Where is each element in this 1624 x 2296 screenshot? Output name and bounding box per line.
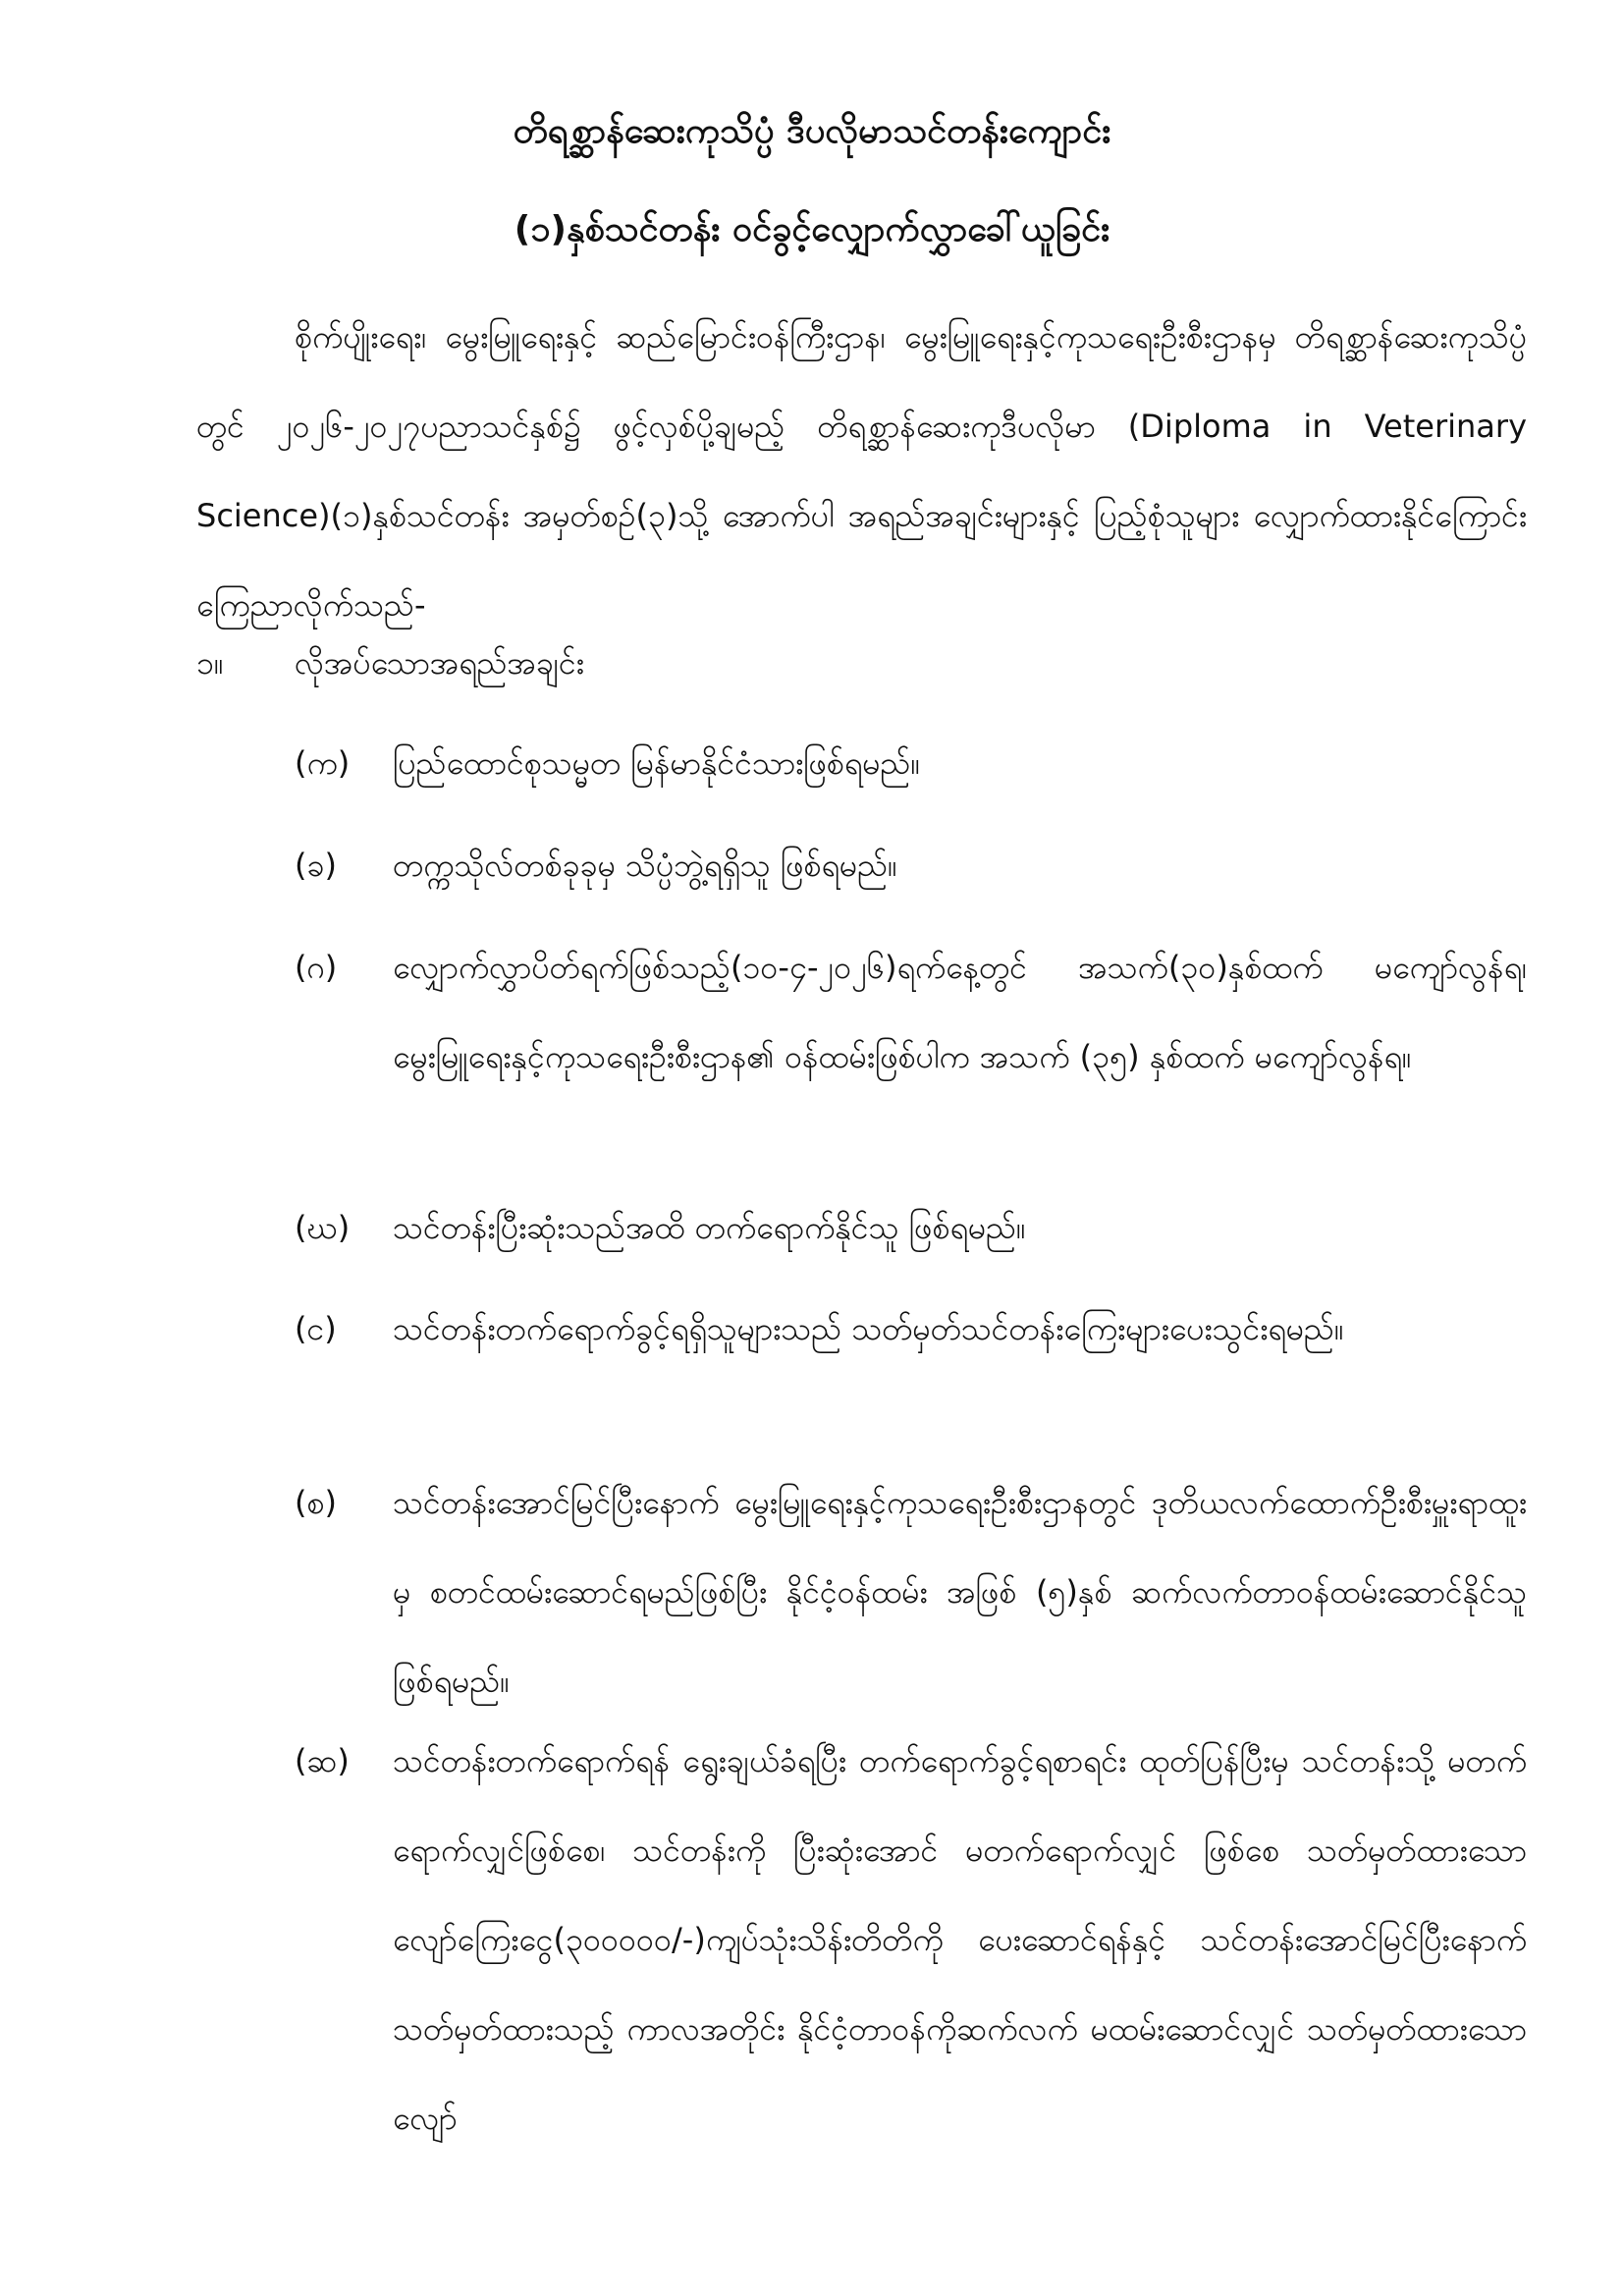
requirement-text: ပြည်ထောင်စုသမ္မတ မြန်မာနိုင်ငံသားဖြစ်ရမည်။ bbox=[393, 744, 921, 782]
requirement-marker: (က) bbox=[295, 744, 351, 782]
section-heading bbox=[196, 619, 584, 708]
requirement-text: တက္ကသိုလ်တစ်ခုခုမှ သိပ္ပံဘွဲ့ရရှိသူ ဖြစ်ရမည်။ bbox=[393, 847, 897, 884]
requirement-item bbox=[295, 719, 1527, 808]
requirement-item bbox=[295, 1285, 1527, 1374]
requirement-text: သင်တန်းအောင်မြင်ပြီးနောက် မွေးမြူရေးနှင့်ကုသရေးဦးစီးဌာနတွင် ဒုတိယလက်ထောက်ဦးစီးမှူးရာထူးမှ စတင်ထမ်းဆောင်ရမည်ဖြစ်ပြီး နိုင်ငံ့ဝန်ထမ်း အဖြစ် (၅)နှစ် ဆက်လက်တာဝန်ထမ်းဆောင်နိုင်သူ ဖြစ်ရမည်။ bbox=[393, 1484, 1527, 1700]
requirement-item bbox=[295, 923, 1527, 1102]
section-heading-text: လိုအပ်သောအရည်အချင်း bbox=[295, 644, 584, 682]
requirement-marker: (င) bbox=[295, 1310, 337, 1347]
requirement-item bbox=[295, 1183, 1527, 1273]
requirement-marker: (ဃ) bbox=[295, 1209, 351, 1246]
requirement-marker: (ဂ) bbox=[295, 949, 338, 986]
requirement-item bbox=[295, 821, 1527, 910]
section-number: ၁။ bbox=[196, 644, 224, 682]
document-subtitle: (၁)နှစ်သင်တန်း ဝင်ခွင့်လျှောက်လွှာခေါ်ယူခြင်း bbox=[514, 209, 1110, 249]
requirement-text: သင်တန်းတက်ရောက်ခွင့်ရရှိသူများသည် သတ်မှတ်သင်တန်းကြေးများပေးသွင်းရမည်။ bbox=[393, 1310, 1344, 1347]
requirement-text: လျှောက်လွှာပိတ်ရက်ဖြစ်သည့်(၁၀-၄-၂၀၂၆)ရက်နေ့တွင် အသက်(၃၀)နှစ်ထက် မကျော်လွန်ရ၊ မွေးမြူရေးနှင့်ကုသရေးဦးစီးဌာန၏ ဝန်ထမ်းဖြစ်ပါက အသက် (၃၅) နှစ်ထက် မကျော်လွန်ရ။ bbox=[393, 949, 1527, 1075]
document-title: တိရစ္ဆာန်ဆေးကုသိပ္ပံ ဒီပလိုမာသင်တန်းကျောင်း bbox=[513, 111, 1111, 151]
requirement-marker: (စ) bbox=[295, 1484, 337, 1521]
requirement-marker: (ဆ) bbox=[295, 1742, 350, 1779]
requirement-text: သင်တန်းပြီးဆုံးသည်အထိ တက်ရောက်နိုင်သူ ဖြစ်ရမည်။ bbox=[393, 1209, 1026, 1246]
requirement-item bbox=[295, 1717, 1527, 2163]
requirement-item bbox=[295, 1458, 1527, 1726]
requirement-text: သင်တန်းတက်ရောက်ရန် ရွေးချယ်ခံရပြီး တက်ရောက်ခွင့်ရစာရင်း ထုတ်ပြန်ပြီးမှ သင်တန်းသို့ မတက်ရောက်လျှင်ဖြစ်စေ၊ သင်တန်းကို ပြီးဆုံးအောင် မတက်ရောက်လျှင် ဖြစ်စေ သတ်မှတ်ထားသော လျော်ကြေးငွေ(၃၀၀၀၀၀/-)ကျပ်သုံးသိန်းတိတိကို ပေးဆောင်ရန်နှင့် သင်တန်းအောင်မြင်ပြီးနောက် သတ်မှတ်ထားသည့် ကာလအတိုင်း နိုင်ငံ့တာဝန်ကိုဆက်လက် မထမ်းဆောင်လျှင် သတ်မှတ်ထားသော လျော် bbox=[393, 1742, 1527, 2137]
requirement-marker: (ခ) bbox=[295, 847, 337, 884]
intro-paragraph: စိုက်ပျိုးရေး၊ မွေးမြူရေးနှင့် ဆည်မြောင်းဝန်ကြီးဌာန၊ မွေးမြူရေးနှင့်ကုသရေးဦးစီးဌာနမှ တိရစ္ဆာန်ဆေးကုသိပ္ပံတွင် ၂၀၂၆-၂၀၂၇ပညာသင်နှစ်၌ ဖွင့်လှစ်ပို့ချမည့် တိရစ္ဆာန်ဆေးကုဒီပလိုမာ (Diploma in Veterinary Science)(၁)နှစ်သင်တန်း အမှတ်စဉ်(၃)သို့ အောက်ပါ အရည်အချင်းများနှင့် ပြည့်စုံသူများ လျှောက်ထားနိုင်ကြောင်း ကြေညာလိုက်သည်- bbox=[196, 318, 1527, 624]
